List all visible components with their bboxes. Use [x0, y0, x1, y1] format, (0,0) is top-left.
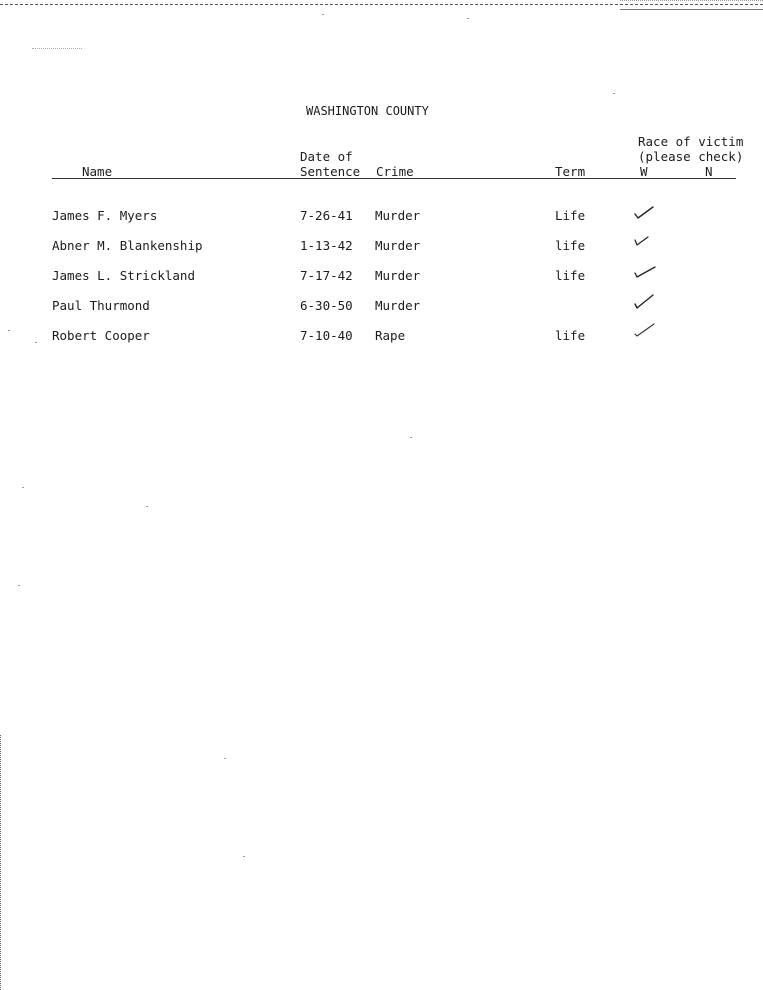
column-header-race-line1: Race of victim: [638, 134, 744, 149]
checkmark-icon: [632, 291, 658, 311]
scan-speck: [322, 14, 324, 15]
cell-crime: Murder: [375, 208, 421, 223]
cell-crime: Murder: [375, 238, 421, 253]
checkmark-icon: [632, 321, 658, 341]
scan-speck: [410, 437, 412, 438]
cell-name: James L. Strickland: [52, 268, 195, 283]
cell-crime: Murder: [375, 268, 421, 283]
column-header-date-line1: Date of: [300, 149, 353, 164]
column-header-race-line2: (please check): [638, 149, 744, 164]
cell-date: 7-26-41: [300, 208, 353, 223]
cell-date: 7-17-42: [300, 268, 353, 283]
cell-name: Robert Cooper: [52, 328, 150, 343]
cell-name: Paul Thurmond: [52, 298, 150, 313]
checkmark-icon: [632, 201, 658, 221]
table-row: [0, 208, 763, 224]
cell-date: 7-10-40: [300, 328, 353, 343]
column-header-race-n: N: [705, 164, 713, 179]
column-header-race-w: W: [640, 164, 648, 179]
table-row: [0, 238, 763, 254]
checkmark-icon: [632, 231, 658, 251]
table-row: [0, 328, 763, 344]
table-row: [0, 268, 763, 284]
scan-left-edge: [0, 735, 2, 990]
scan-speck: [146, 506, 148, 507]
cell-date: 1-13-42: [300, 238, 353, 253]
column-header-name: Name: [82, 164, 113, 179]
cell-crime: Rape: [375, 328, 406, 343]
checkmark-icon: [632, 261, 658, 281]
cell-crime: Murder: [375, 298, 421, 313]
column-header-date-line2: Sentence: [300, 164, 361, 179]
table-row: [0, 298, 763, 314]
cell-name: Abner M. Blankenship: [52, 238, 203, 253]
cell-term: life: [555, 268, 586, 283]
scan-speck: [613, 93, 615, 94]
column-header-crime: Crime: [376, 164, 414, 179]
cell-name: James F. Myers: [52, 208, 158, 223]
column-header-term: Term: [555, 164, 586, 179]
cell-term: Life: [555, 208, 586, 223]
cell-date: 6-30-50: [300, 298, 353, 313]
cell-term: life: [555, 238, 586, 253]
document-title: WASHINGTON COUNTY: [306, 104, 429, 118]
scan-speck: [22, 487, 24, 488]
scan-speck: [18, 585, 20, 586]
scan-speck: [243, 856, 245, 857]
scan-top-edge-fold: [620, 0, 763, 10]
scan-speck: [467, 18, 469, 19]
cell-term: life: [555, 328, 586, 343]
scan-speck: [224, 758, 226, 759]
scan-smudge: [32, 45, 82, 49]
header-rule: [52, 178, 736, 179]
